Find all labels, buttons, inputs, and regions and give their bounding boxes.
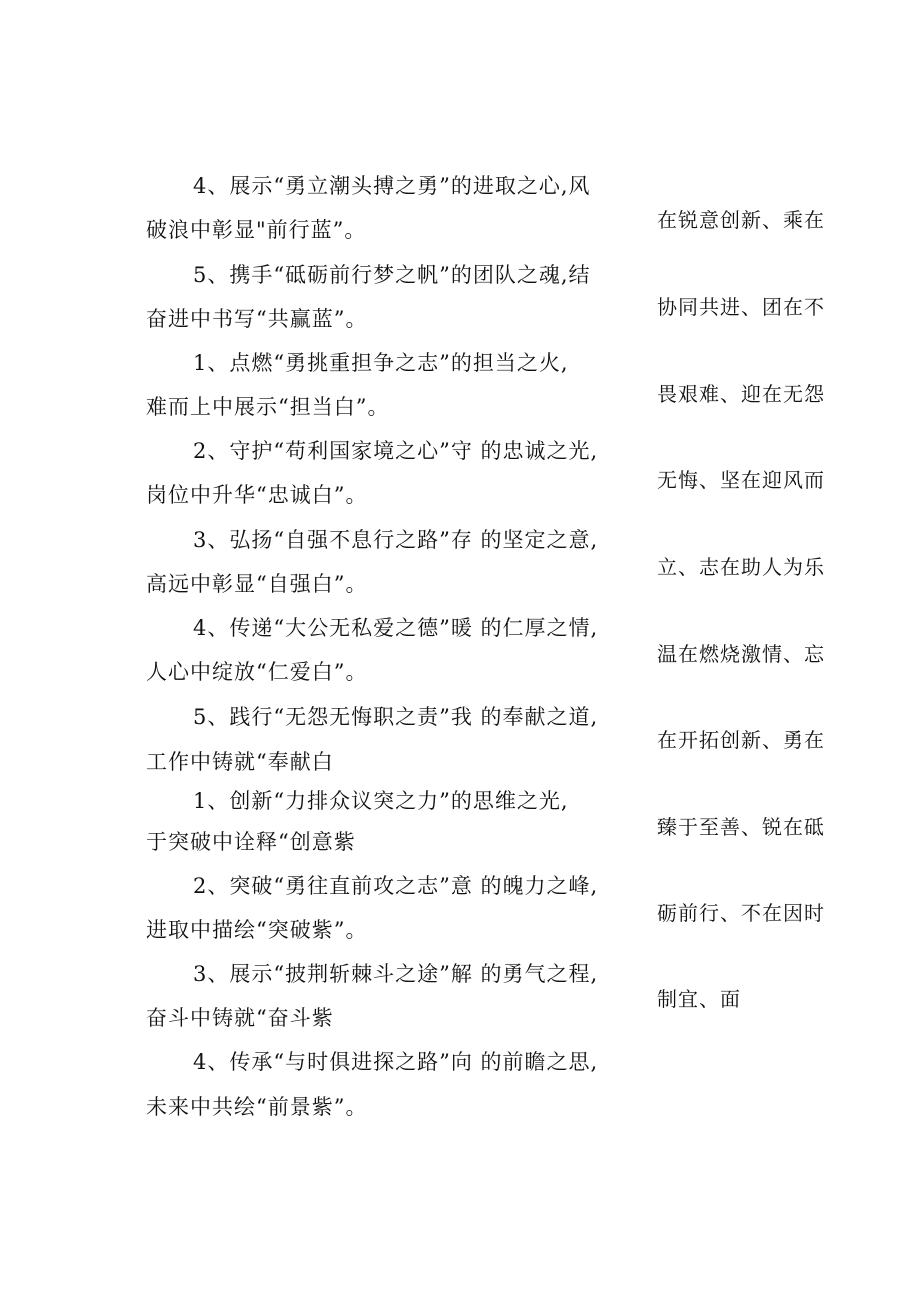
side-column-line: 无悔、坚在迎风而 [657,468,825,492]
side-column-line: 畏艰难、迎在无怨 [657,382,825,406]
paragraph-line: 4、传递“大公无私爱之德”暖 的仁厚之情, [193,616,599,640]
paragraph-line: 2、守护“苟利国家境之心”守 的忠诚之光, [193,439,599,463]
side-column-line: 臻于至善、锐在砥 [657,815,825,839]
paragraph-line: 难而上中展示“担当白”。 [146,395,390,419]
paragraph-line: 奋斗中铸就“奋斗紫 [146,1006,334,1030]
paragraph-line: 于突破中诠释“创意紫 [146,830,356,854]
paragraph-line: 人心中绽放“仁爱白”。 [146,660,368,684]
paragraph-line: 3、展示“披荆斩棘斗之途”解 的勇气之程, [193,962,599,986]
paragraph-line: 进取中描绘“突破紫”。 [146,918,368,942]
paragraph-line: 奋进中书写“共赢蓝”。 [146,307,368,331]
side-column-line: 在锐意创新、乘在 [657,208,825,232]
paragraph-line: 5、携手“砥砺前行梦之帆”的团队之魂,结 [193,263,591,287]
side-column-line: 砺前行、不在因时 [657,901,825,925]
side-column-line: 立、志在助人为乐 [657,555,825,579]
paragraph-line: 4、传承“与时俱进探之路”向 的前瞻之思, [193,1050,599,1074]
paragraph-line: 高远中彰显“自强白”。 [146,572,368,596]
paragraph-line: 2、突破“勇往直前攻之志”意 的魄力之峰, [193,874,599,898]
paragraph-line: 4、展示“勇立潮头搏之勇”的进取之心,风 [193,174,591,198]
paragraph-line: 未来中共绘“前景紫”。 [146,1095,368,1119]
paragraph-line: 5、践行“无怨无悔职之责”我 的奉献之道, [193,705,599,729]
side-column-line: 在开拓创新、勇在 [657,728,825,752]
paragraph-line: 破浪中彰显"前行蓝”。 [146,218,367,242]
paragraph-line: 3、弘扬“自强不息行之路”存 的坚定之意, [193,528,599,552]
side-column-line: 制宜、面 [657,987,741,1011]
side-column-line: 温在燃烧激情、忘 [657,642,825,666]
paragraph-line: 岗位中升华“忠诚白”。 [146,483,368,507]
paragraph-line: 1、创新“力排众议突之力”的思维之光, [193,789,569,813]
paragraph-line: 1、点燃“勇挑重担争之志”的担当之火, [193,351,569,375]
paragraph-line: 工作中铸就“奉献白 [146,750,334,774]
side-column-line: 协同共进、团在不 [657,295,825,319]
